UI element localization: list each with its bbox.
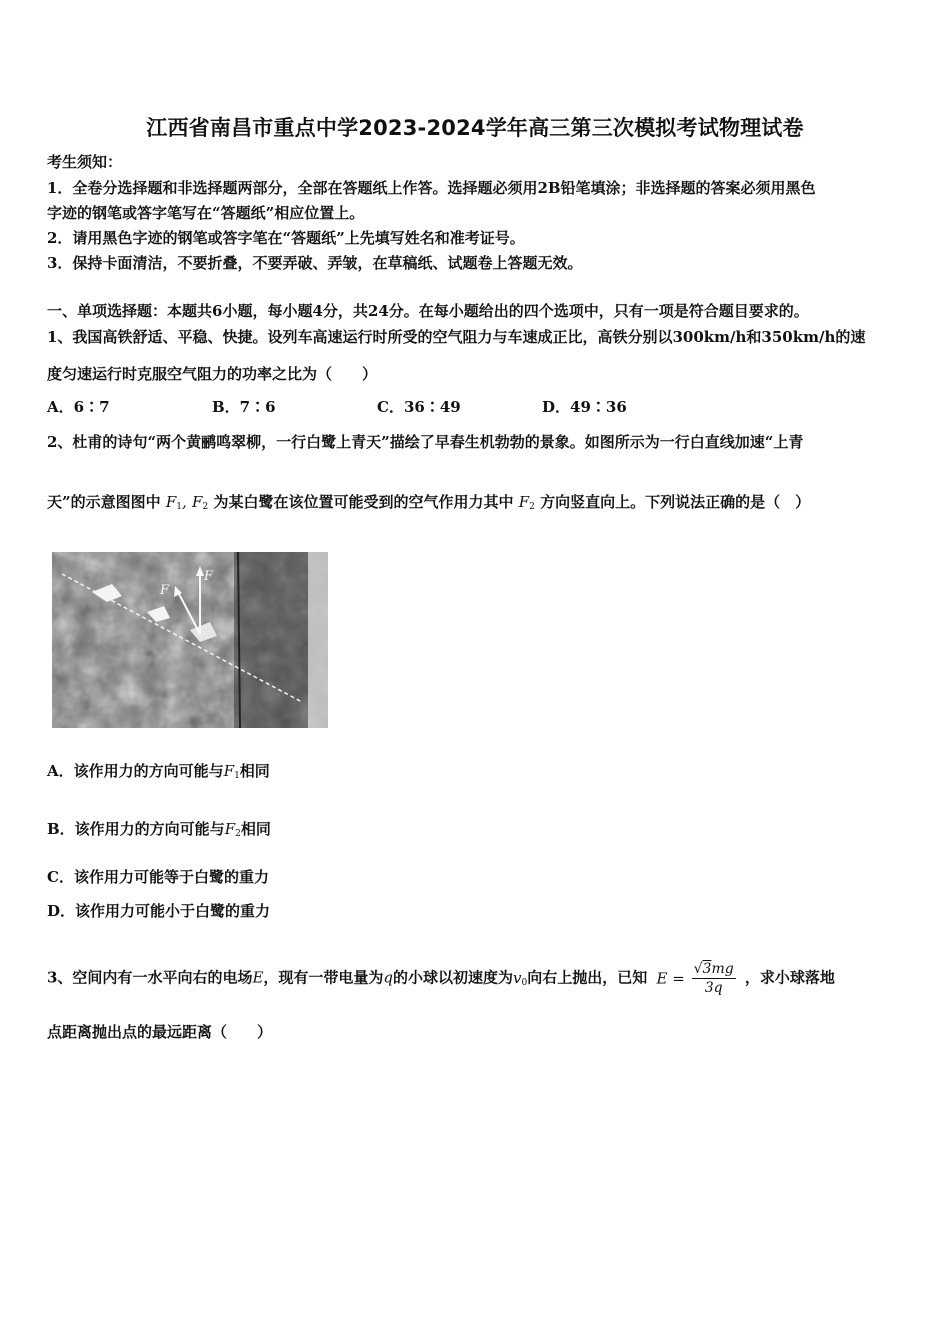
q2-f1-symbol: $F_1$ xyxy=(165,493,183,512)
q2-line-1: 2、杜甫的诗句“两个黄鹂鸣翠柳，一行白鹭上青天”描绘了早春生机勃勃的景象。如图所示为一行白直线加速“上青 xyxy=(47,433,804,451)
q1-option-d: D．49∶36 xyxy=(542,398,627,416)
q2-line-2-part-a: 天”的示意图图中 xyxy=(47,493,161,511)
figure-label-f2: F xyxy=(204,569,214,584)
q3-line-2: 点距离抛出点的最远距离（ ） xyxy=(47,1023,273,1041)
q1-line-1: 1、我国高铁舒适、平稳、快捷。设列车高速运行时所受的空气阻力与车速成正比，高铁分别以300km/h和350km/h的速 xyxy=(47,328,866,346)
figure-label-f1: F xyxy=(160,583,170,598)
q1-option-a: A．6∶7 xyxy=(47,398,110,416)
q1-option-b: B．7∶6 xyxy=(212,398,276,416)
notice-item-1-line-1: 1．全卷分选择题和非选择题两部分，全部在答题纸上作答。选择题必须用2B铅笔填涂；非选择题的答案必须用黑色 xyxy=(47,179,816,197)
q2-line-2: 天”的示意图图中 $F_1$, $F_2$ 为某白鹭在该位置可能受到的空气作用力其中 $F_2$ 方向竖直向上。下列说法正确的是（ ） xyxy=(47,493,811,512)
notice-item-3: 3．保持卡面清洁，不要折叠，不要弄破、弄皱，在草稿纸、试题卷上答题无效。 xyxy=(47,254,583,272)
notice-item-1-line-2: 字迹的钢笔或答字笔写在“答题纸”相应位置上。 xyxy=(47,204,365,222)
q1-option-c: C．36∶49 xyxy=(377,398,461,416)
q2-option-a: A．该作用力的方向可能与$F_1$相同 xyxy=(47,762,270,781)
section-heading: 一、单项选择题：本题共6小题，每小题4分，共24分。在每小题给出的四个选项中，只有一项是符合题目要求的。 xyxy=(47,302,809,320)
notice-item-2: 2．请用黑色字迹的钢笔或答字笔在“答题纸”上先填写姓名和准考证号。 xyxy=(47,229,525,247)
q3-line-1: 3、空间内有一水平向右的电场E，现有一带电量为q的小球以初速度为$v_0$向右上抛出，已知 E = $\frac{√3mg}{3q}$ ，求小球落地 xyxy=(47,961,835,996)
q2-option-c: C．该作用力可能等于白鹭的重力 xyxy=(47,868,269,886)
formula-numerator: √3mg xyxy=(693,961,734,977)
q2-line-2-part-c: 方向竖直向上。下列说法正确的是（ ） xyxy=(540,493,811,511)
q2-option-a-f1: $F_1$ xyxy=(223,762,240,781)
q2-line-2-part-b: 为某白鹭在该位置可能受到的空气作用力其中 xyxy=(213,493,514,511)
q3-v0-symbol: $v_0$ xyxy=(513,968,528,988)
formula-lhs: E = xyxy=(656,969,685,988)
q2-option-b: B．该作用力的方向可能与$F_2$相同 xyxy=(47,820,271,839)
q2-option-d: D．该作用力可能小于白鹭的重力 xyxy=(47,902,271,920)
q2-option-b-f2: $F_2$ xyxy=(224,820,241,839)
q3-field-formula xyxy=(657,960,736,997)
formula-denominator: 3q xyxy=(704,980,723,996)
q2-f2-symbol: $F_2$ xyxy=(192,493,209,512)
q3-e-symbol: E xyxy=(252,968,264,987)
q1-line-2: 度匀速运行时克服空气阻力的功率之比为（ ） xyxy=(47,365,378,383)
q3-q-symbol: q xyxy=(383,968,394,987)
q2-f2-symbol-inline: $F_2$ xyxy=(518,493,535,512)
page-title: 江西省南昌市重点中学2023-2024学年高三第三次模拟考试物理试卷 xyxy=(146,116,804,140)
egret-figure xyxy=(52,552,328,728)
notice-heading: 考生须知： xyxy=(47,153,123,171)
egret-photo xyxy=(52,552,328,728)
